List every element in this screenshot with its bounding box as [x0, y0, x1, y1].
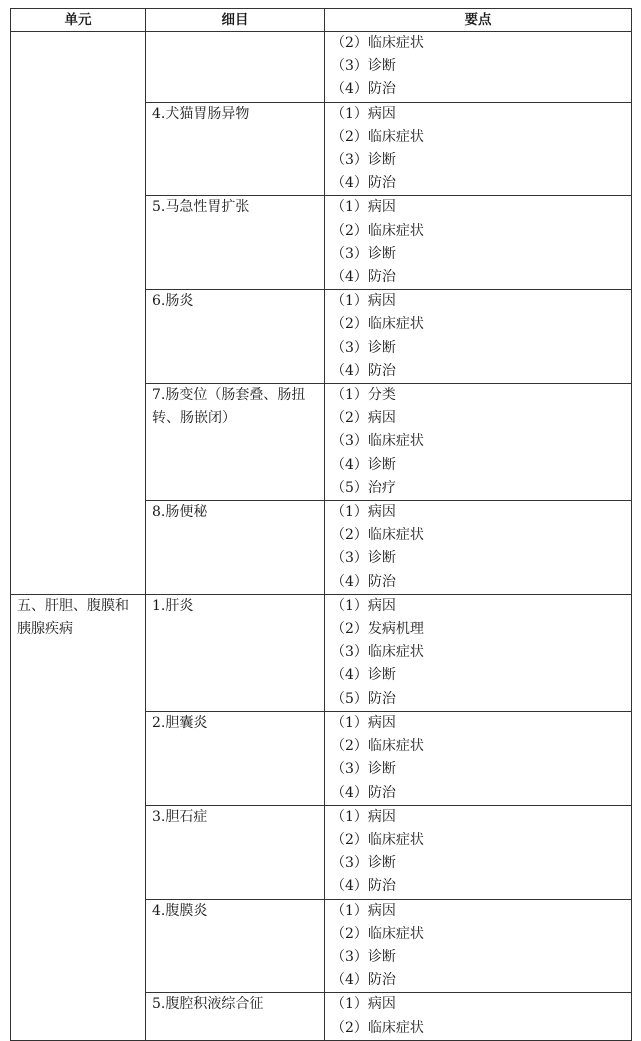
point-item: （2）临床症状 [331, 738, 424, 755]
point-item: （1）分类 [331, 387, 396, 404]
point-item: （3）诊断 [331, 855, 396, 872]
point-item: （4）防治 [331, 81, 396, 98]
table-body [11, 32, 632, 1041]
points-cell [325, 805, 632, 899]
point-item: （4）防治 [331, 573, 396, 590]
points-cell [325, 899, 632, 993]
point-item: （2）临床症状 [331, 831, 424, 848]
unit-cell [11, 32, 146, 595]
point-item: （3）诊断 [331, 948, 396, 965]
point-item: （4）防治 [331, 784, 396, 801]
points-cell [325, 711, 632, 805]
point-item: （5）防治 [331, 690, 396, 707]
item-cell [146, 290, 325, 384]
point-item: （2）临床症状 [331, 316, 424, 333]
point-item: （1）病因 [331, 808, 396, 825]
item-cell [146, 32, 325, 103]
points-cell [325, 384, 632, 501]
unit-label: 五、肝胆、腹膜和胰腺疾病 [17, 597, 129, 638]
item-label: 7.肠变位（肠套叠、肠扭转、肠嵌闭） [152, 387, 306, 427]
item-cell [146, 993, 325, 1040]
points-cell [325, 993, 632, 1040]
item-label: 5.腹腔积液综合征 [152, 996, 264, 1013]
point-item: （3）诊断 [331, 761, 396, 778]
unit-cell [11, 594, 146, 1040]
point-item: （2）临床症状 [331, 222, 424, 239]
point-item: （4）防治 [331, 269, 396, 286]
item-cell [146, 384, 325, 501]
point-item: （1）病因 [331, 996, 396, 1013]
point-item: （3）临床症状 [331, 644, 424, 661]
point-item: （3）诊断 [331, 339, 396, 356]
point-item: （5）治疗 [331, 479, 396, 496]
item-label: 4.腹膜炎 [152, 902, 208, 919]
item-label: 3.胆石症 [152, 808, 208, 825]
item-label: 5.马急性胃扩张 [152, 199, 250, 216]
item-label: 6.肠炎 [152, 293, 194, 310]
point-item: （4）防治 [331, 972, 396, 989]
item-cell [146, 501, 325, 595]
point-item: （3）诊断 [331, 245, 396, 262]
point-item: （3）诊断 [331, 550, 396, 567]
point-item: （3）诊断 [331, 58, 396, 75]
points-cell [325, 290, 632, 384]
point-item: （4）防治 [331, 175, 396, 192]
point-item: （1）病因 [331, 293, 396, 310]
point-item: （2）临床症状 [331, 925, 424, 942]
syllabus-table [10, 8, 632, 1041]
header-item: 细目 [146, 9, 325, 32]
header-row [11, 9, 632, 32]
header-unit: 单元 [11, 9, 146, 32]
item-label: 8.肠便秘 [152, 504, 208, 521]
points-cell [325, 102, 632, 196]
point-item: （4）诊断 [331, 667, 396, 684]
item-cell [146, 899, 325, 993]
point-item: （1）病因 [331, 597, 396, 614]
point-item: （1）病因 [331, 199, 396, 216]
table-row [11, 32, 632, 103]
point-item: （2）临床症状 [331, 35, 424, 51]
point-item: （2）临床症状 [331, 128, 424, 145]
point-item: （4）防治 [331, 878, 396, 895]
header-points: 要点 [325, 9, 632, 32]
point-item: （1）病因 [331, 504, 396, 521]
table-row [11, 594, 632, 711]
point-item: （1）病因 [331, 902, 396, 919]
points-cell [325, 32, 632, 103]
item-cell [146, 711, 325, 805]
point-item: （4）诊断 [331, 456, 396, 473]
points-cell [325, 196, 632, 290]
item-label: 1.肝炎 [152, 597, 194, 614]
point-item: （3）诊断 [331, 152, 396, 169]
item-cell [146, 594, 325, 711]
point-item: （2）发病机理 [331, 621, 424, 638]
point-item: （1）病因 [331, 714, 396, 731]
point-item: （4）防治 [331, 362, 396, 379]
item-label: 2.胆囊炎 [152, 714, 208, 731]
item-cell [146, 196, 325, 290]
points-cell [325, 501, 632, 595]
point-item: （2）病因 [331, 410, 396, 427]
point-item: （3）临床症状 [331, 433, 424, 450]
item-cell [146, 805, 325, 899]
points-cell [325, 594, 632, 711]
item-cell [146, 102, 325, 196]
item-label: 4.犬猫胃肠异物 [152, 105, 250, 122]
point-item: （1）病因 [331, 105, 396, 122]
point-item: （2）临床症状 [331, 527, 424, 544]
point-item: （2）临床症状 [331, 1019, 424, 1036]
